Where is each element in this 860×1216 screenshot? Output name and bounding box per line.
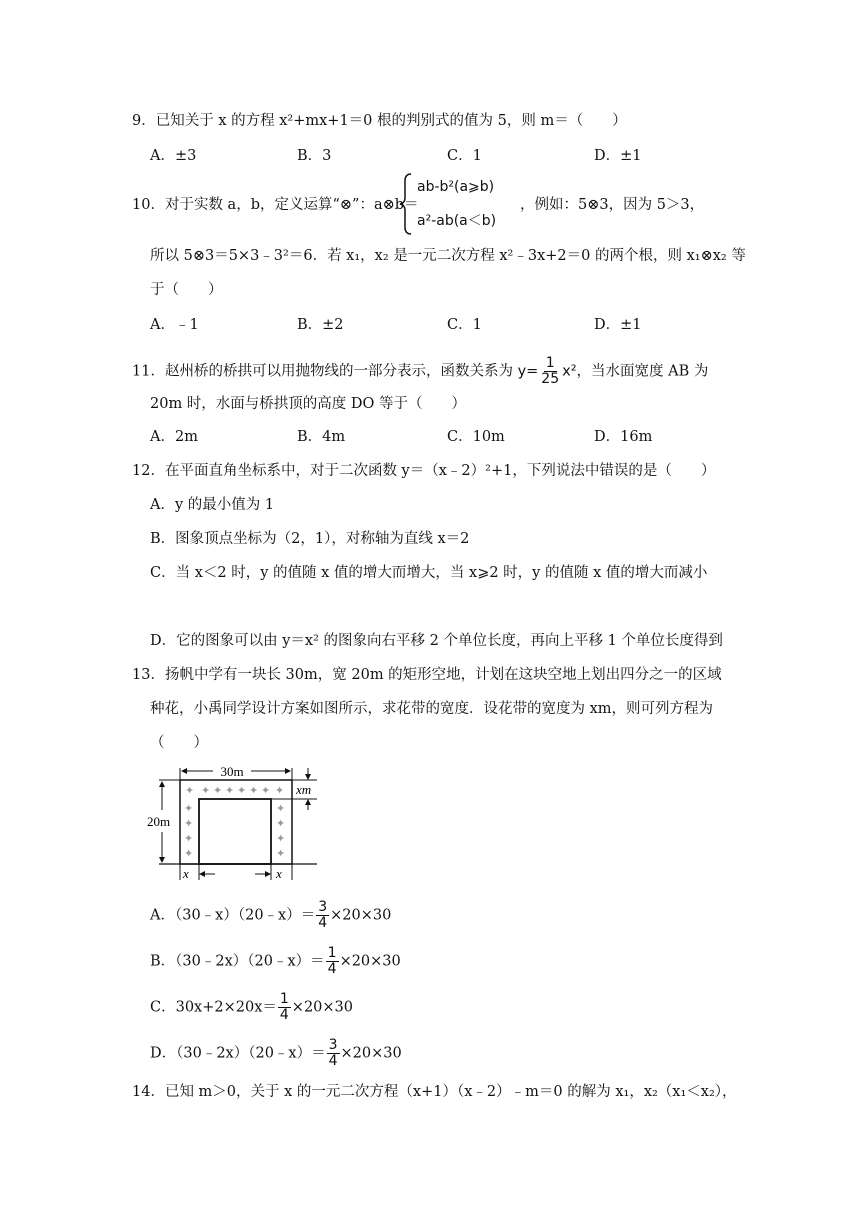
q12-option-a: A．y 的最小值为 1 [150, 497, 275, 513]
q10-option-c: C．1 [447, 317, 482, 333]
q13-option-a-rhs: ×20×30 [330, 907, 392, 924]
q14-stem: 14．已知 m＞0，关于 x 的一元二次方程（x+1）（x﹣2）﹣m＝0 的解为 x₁，x₂（x₁＜x₂）， [132, 1084, 737, 1100]
q13-option-c-lhs: C．30x+2×20x＝ [150, 999, 277, 1016]
q13-option-b-rhs: ×20×30 [339, 953, 401, 970]
q13-figure-bottom-left-label: x [183, 866, 189, 881]
q11-option-c: C．10m [447, 429, 505, 445]
q11-stem-a: 11．赵州桥的桥拱可以用抛物线的一部分表示，函数关系为 [132, 363, 518, 380]
q13-option-b-fraction [326, 946, 339, 977]
q13-line-2: 种花，小禹同学设计方案如图所示，求花带的宽度．设花带的宽度为 xm，则可列方程为 [150, 701, 714, 717]
q11-option-a: A．2m [150, 429, 198, 445]
q12-stem: 12．在平面直角坐标系中，对于二次函数 y＝（x﹣2）²+1，下列说法中错误的是（ ） [132, 463, 716, 479]
q13-option-d-lhs: D．（30﹣2x）（20﹣x）＝ [150, 1045, 326, 1062]
q13-option-d-fraction [327, 1038, 340, 1069]
svg-text:✦: ✦ [276, 818, 286, 830]
svg-text:✦: ✦ [276, 803, 286, 815]
q10-piece-2: a²-ab(a＜b) [417, 213, 497, 229]
q12-option-b: B．图象顶点坐标为（2，1），对称轴为直线 x＝2 [150, 531, 470, 547]
svg-text:✦: ✦ [276, 848, 286, 860]
q9-option-d: D．±1 [594, 148, 642, 164]
svg-text:✦: ✦ [237, 785, 247, 797]
q11-formula-fraction [539, 356, 561, 387]
q13-figure-inner-rect [199, 799, 271, 864]
q9-option-a: A．±3 [150, 148, 197, 164]
q11-formula-denominator: 25 [541, 371, 560, 387]
q11-formula-numerator: 1 [545, 355, 555, 371]
q13-figure-top-label: 30m [220, 764, 244, 779]
q10-piece-1: ab-b²(a⩾b) [417, 179, 495, 195]
q9-option-c: C．1 [447, 148, 482, 164]
svg-text:✦: ✦ [261, 785, 271, 797]
q13-option-c-denominator: 4 [279, 1007, 289, 1023]
q13-option-d-denominator: 4 [328, 1053, 338, 1069]
q13-figure-left-label: 20m [147, 814, 171, 829]
q11-option-b: B．4m [297, 429, 346, 445]
q13-option-c [150, 992, 353, 1023]
q13-figure [145, 760, 325, 885]
svg-text:✦: ✦ [184, 833, 194, 845]
q10-line-2: 所以 5⊗3＝5×3﹣3²＝6．若 x₁，x₂ 是一元二次方程 x²﹣3x+2＝0 的两个根，则 x₁⊗x₂ 等 [150, 248, 746, 264]
q13-line-3: （ ） [150, 735, 208, 751]
q11-formula-lhs: y= [517, 363, 539, 380]
q13-option-a-fraction [316, 900, 329, 931]
q11-formula-rhs: x² [562, 363, 577, 380]
q13-option-a-numerator: 3 [318, 899, 328, 915]
q13-option-a-denominator: 4 [318, 915, 328, 931]
svg-text:✦: ✦ [184, 818, 194, 830]
q13-figure-right-label: xm [296, 782, 312, 797]
q13-figure-bottom-right-label: x [276, 866, 282, 881]
q10-option-a: A．﹣1 [150, 317, 199, 333]
q13-option-c-fraction [278, 992, 291, 1023]
q13-option-b-numerator: 1 [327, 945, 337, 961]
q12-option-d: D．它的图象可以由 y＝x² 的图象向右平移 2 个单位长度，再向上平移 1 个单位长度得到 [150, 633, 723, 649]
q10-option-b: B．±2 [297, 317, 344, 333]
q10-stem-a: 10．对于实数 a，b，定义运算“⊗”：a⊗b＝ [132, 197, 419, 213]
q10-line-3: 于（ ） [150, 282, 223, 298]
q13-line-1: 13．扬帆中学有一块长 30m，宽 20m 的矩形空地，计划在这块空地上划出四分之一的区域 [132, 667, 722, 683]
svg-text:✦: ✦ [249, 785, 259, 797]
svg-text:✦: ✦ [276, 833, 286, 845]
q13-option-a-lhs: A．（30﹣x）（20﹣x）＝ [150, 907, 316, 924]
svg-text:✦: ✦ [184, 803, 194, 815]
q11-stem [132, 356, 708, 387]
q11-option-d: D．16m [594, 429, 653, 445]
q13-option-b-lhs: B．（30﹣2x）（20﹣x）＝ [150, 953, 325, 970]
svg-text:✦: ✦ [225, 785, 235, 797]
q13-option-a [150, 900, 391, 931]
q13-option-d-numerator: 3 [328, 1037, 338, 1053]
svg-text:✦: ✦ [201, 785, 211, 797]
q12-option-c: C．当 x＜2 时，y 的值随 x 值的增大而增大，当 x⩾2 时，y 的值随 x 值的增大而减小 [150, 565, 708, 581]
svg-text:✦: ✦ [184, 848, 194, 860]
q9-option-b: B．3 [297, 148, 332, 164]
q9-stem: 9．已知关于 x 的方程 x²+mx+1＝0 根的判别式的值为 5，则 m＝（ ） [132, 113, 627, 129]
q13-option-d [150, 1038, 402, 1069]
q10-brace [398, 172, 414, 236]
q11-line-2: 20m 时，水面与桥拱顶的高度 DO 等于（ ） [150, 396, 467, 412]
svg-text:✦: ✦ [275, 785, 285, 797]
q13-option-b [150, 946, 401, 977]
q11-stem-b: ，当水面宽度 AB 为 [576, 363, 709, 380]
q13-option-c-rhs: ×20×30 [291, 999, 353, 1016]
svg-text:✦: ✦ [185, 785, 195, 797]
q13-option-b-denominator: 4 [327, 961, 337, 977]
svg-text:✦: ✦ [213, 785, 223, 797]
q10-stem-b: ，例如：5⊗3，因为 5＞3， [520, 197, 705, 213]
q10-option-d: D．±1 [594, 317, 642, 333]
q13-option-d-rhs: ×20×30 [340, 1045, 402, 1062]
q13-option-c-numerator: 1 [279, 991, 289, 1007]
